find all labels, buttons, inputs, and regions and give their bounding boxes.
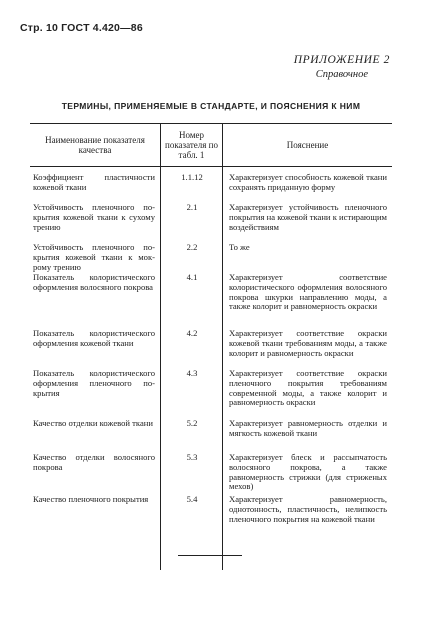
header-number: Номер показателя по табл. 1 [160,124,222,166]
table-row: Устойчивость пленочного покрытия кожевой ткани к сухому трению [33,202,155,232]
table-row-number: 1.1.12 [181,172,203,182]
table-row: Показатель колористического оформления кожевой ткани [33,328,155,348]
table-row-explanation: Характеризует соответствие колористического оформления волосяного покрова шкурки направлению моды, а также колорит и равномерность окраски [229,272,387,312]
table-row-number: 2.1 [186,202,198,212]
table-row: Качество отделки кожевой ткани [33,418,153,428]
column-number [160,167,222,570]
page-reference: Стр. 10 ГОСТ 4.420—86 [20,22,143,34]
column-name [30,167,160,570]
table-header [30,124,392,166]
header-name: Наименование показателя качества [45,135,145,155]
table-row-number: 5.3 [186,452,198,462]
table-row-explanation: То же [229,242,250,252]
table-body [30,167,392,570]
section-title: ТЕРМИНЫ, ПРИМЕНЯЕМЫЕ В СТАНДАРТЕ, И ПОЯСНЕНИЯ К НИМ [61,101,361,111]
table-row: Качество отделки волосяного покрова [33,452,155,472]
appendix-title: ПРИЛОЖЕНИЕ 2 [293,54,390,66]
table-row-explanation: Характеризует равномерность отделки и мягкость кожевой ткани [229,418,387,438]
column-explanation [222,167,392,570]
table-row-explanation: Характеризует соответствие окраски кожевой ткани требованиям моды, а также колорит и равномерность окраски [229,328,387,358]
appendix-block [294,54,390,80]
table-row-number: 2.2 [186,242,198,252]
table-row-number: 5.2 [186,418,198,428]
table-row: Коэффициент пластичности кожевой ткани [33,172,155,192]
table-row-number: 4.1 [186,272,198,282]
table-row-number: 4.2 [186,328,198,338]
table-row-explanation: Характеризует блеск и рассыпчатость волосяного покрова, а также равномерность стрижки (для стриженых мехов) [229,452,387,492]
table-row-explanation: Характеризует устойчивость пленочного покрытия на кожевой ткани к истирающим воздействиям [229,202,387,232]
table-row-number: 4.3 [186,368,198,378]
end-divider [178,555,242,556]
table-row: Качество пленочного покрытия [33,494,149,504]
table-row: Устойчивость пленочного покрытия кожевой ткани к мокрому трению [33,242,155,272]
table-row-explanation: Характеризует соответствие окраски пленочного покрытия требованиям современной моды, а также колорит и равномерность окраски [229,368,387,408]
header-explanation: Пояснение [222,124,392,166]
appendix-subtitle: Справочное [315,69,368,80]
terms-table [30,123,392,570]
table-row-explanation: Характеризует равномерность, однотонность, пластичность, нелипкость пленочного покрытия на кожевой ткани [229,494,387,524]
table-row: Показатель колористического оформления пленочного покрытия [33,368,155,398]
table-row-number: 5.4 [186,494,198,504]
table-row-explanation: Характеризует способность кожевой ткани сохранять приданную форму [229,172,387,192]
table-row: Показатель колористического оформления волосяного покрова [33,272,155,292]
